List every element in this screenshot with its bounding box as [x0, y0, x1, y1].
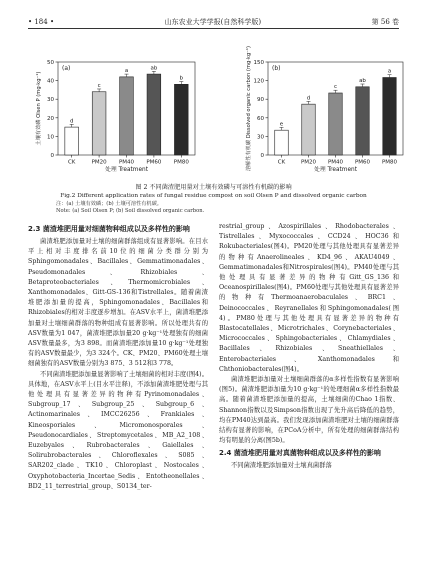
- paragraph: 菌渣堆肥添加量对土壤细菌群落的α多样性指数有显著影响(图5)。菌渣堆肥添加量为10 g·kg⁻¹的处理细菌α多样性指数最高。随着菌渣堆肥添加量的提高，土壤细菌的Chao 1指数、Shannon指数以及Simpson指数出现了先升高后降低的趋势，均在PM40达到最高。我们发现添加菌渣堆肥对土壤的细菌群落结构有显著的影响，在PCoA分析中，所有处理的细菌群落结构均有明显的分离(图5b)。: [219, 376, 399, 445]
- figure-caption-zh: 图 2 不同菌渣肥用量对土壤有效磷与可溶性有机碳的影响: [135, 184, 292, 191]
- x-tick-label-b: PM20: [300, 159, 317, 166]
- bar-b-pm80: [383, 78, 397, 156]
- paragraph: 不同菌渣堆肥添加量显著影响了土壤细菌的相对丰度(图4)。具体地，在ASV水平上(目水平注释)，不添加菌渣堆肥处理与其他处理具有显著差异的物种有Pyrinomonadales、Subgroup_17、Subgroup_25、Subgroup_6、Actinomarinales、IMCC26256、Frankiales、Kineosporiales、Micromonosporales、Pseudonocardiales、Streptomycetales、MB_A2_108、Euzebyales、Rubrobacterales、Gaiellales、Solirubrobacterales、Chloroflexales、S085、SAR202_clade、TK10、Chloroplast、Nostocales、Oxyphotobacteria_Incertae_Sedis、Entotheonellales、BD2_11_terrestrial_group、S0134_ter-: [28, 370, 208, 490]
- significance-letter-a: d: [69, 118, 74, 125]
- paragraph: restrial_group、Azospirillales、Rhodobacterales、Tistrellales、Myxococcales、CCD24、HOC36和Rokubacteriales(图4)。PM20处理与其他处理具有显著差异的物种有Anaerolineales、KD4_96、AKAU4049、Gemmatimonadales和Nitrospirales(图4)。PM40处理与其他处理具有显著差异的物种有Gitt_GS_136和Oceanospirillales(图4)。PM60处理与其他处理具有显著差异的物种有Thermoanaerobaculales、BRC1、Deinococcales、Reyranellales和Sphingomonadales(图4)。PM80处理与其他处理具有显著差异的物种有Blastocatellales、Microtrichales、Corynebacteriales、Micrococcales、Sphingobacteriales、Chlamydiales、Bacillales、Rhizobiales、Sneathiellales、Enterobacteriales、Xanthomonadales和Chthoniobacterales(图4)。: [219, 223, 399, 373]
- section-heading-2-4: 2.4 菌渣堆肥用量对真菌物种组成以及多样性的影响: [219, 449, 381, 458]
- significance-letter-b: a: [387, 68, 392, 75]
- x-axis-label-b: 处理 Treatment: [314, 167, 357, 173]
- x-axis-label-a: 处理 Treatment: [105, 167, 148, 173]
- bar-a-pm60: [147, 74, 161, 155]
- x-tick-label-b: PM40: [327, 159, 344, 166]
- x-tick-label-a: PM60: [146, 159, 162, 166]
- journal-title: 山东农业大学学报(自然科学版): [164, 18, 262, 26]
- x-tick-label-a: PM40: [118, 159, 135, 166]
- y-tick-label-a: 10: [47, 134, 54, 141]
- significance-letter-a: a: [124, 68, 129, 75]
- x-tick-label-a: CK: [67, 159, 76, 166]
- paragraph: 不同菌渣堆肥添加量对土壤真菌群落: [231, 462, 332, 470]
- right-column: [219, 222, 399, 472]
- bar-a-ck: [65, 127, 79, 155]
- significance-letter-b: e: [279, 121, 284, 128]
- significance-letter-b: c: [333, 84, 338, 91]
- panel-label-b: (b): [272, 65, 281, 72]
- figure-note-en: Note: (a) Soil Olsen P; (b) Soil dissolved organic carbon.: [56, 208, 205, 214]
- y-tick-label-b: 90: [257, 97, 264, 104]
- significance-letter-a: ab: [150, 65, 158, 72]
- bar-b-pm40: [329, 93, 343, 155]
- y-axis-label-b: 溶解性有机碳 Dissolved organic carbon (mg·kg⁻¹): [246, 45, 252, 172]
- bar-b-pm60: [356, 87, 370, 155]
- y-tick-label-b: 0: [260, 153, 264, 159]
- significance-letter-a: c: [97, 82, 101, 89]
- figure-note-zh: 注：(a) 土壤有效磷；(b) 土壤可溶性有机碳。: [56, 201, 162, 207]
- figure-2-charts: [0, 0, 427, 200]
- y-tick-label-a: 0: [50, 153, 54, 159]
- y-tick-label-b: 30: [257, 134, 264, 141]
- y-tick-label-b: 150: [253, 60, 264, 66]
- figure-caption-en: Fig.2 Different application rates of fungal residue compost on soil Olsen P and dissolved organic carbon: [60, 193, 367, 199]
- significance-letter-b: d: [306, 95, 311, 102]
- x-tick-label-a: PM80: [173, 159, 189, 166]
- y-tick-label-a: 30: [47, 97, 54, 104]
- bar-a-pm20: [92, 92, 106, 155]
- page-number: • 184 •: [28, 18, 55, 26]
- significance-letter-a: b: [179, 75, 184, 82]
- y-tick-label-b: 60: [257, 115, 264, 122]
- volume-label: 第 56 卷: [371, 18, 399, 26]
- bar-a-pm40: [120, 77, 134, 155]
- bar-b-pm20: [302, 104, 316, 155]
- left-column: [28, 222, 208, 492]
- significance-letter-b: ab: [359, 78, 366, 85]
- y-tick-label-a: 20: [47, 115, 54, 122]
- panel-label-a: (a): [62, 65, 71, 72]
- x-tick-label-b: PM80: [381, 159, 398, 166]
- y-axis-label-a: 土壤有效磷 Olsen P (mg·kg⁻¹): [36, 71, 42, 146]
- x-tick-label-a: PM20: [91, 159, 107, 166]
- y-tick-label-b: 120: [253, 78, 264, 85]
- bar-b-ck: [275, 130, 289, 155]
- x-tick-label-b: PM60: [354, 159, 371, 166]
- paragraph: 菌渣堆肥添加量对土壤的细菌群落组成有显著影响。在目水平上相对丰度排名前10位的细菌分类群分别为Sphingomonadales、Bacillales、Gemmatimonadales、Pseudomonadales、Rhizobiales、Betaproteobacteriales、Thermomicrobiales、Xanthomonadales、Gitt-GS-136和Tistrellales。随着菌渣堆肥添加量的提高，Sphingomonadales、Bacillales和Rhizobiales的相对丰度逐步增加。在ASV水平上，菌渣堆肥添加量对土壤细菌群落的物种组成有显著影响。所以处理共有的ASV数量为1 047，菌渣堆肥添加量20 g·kg⁻¹处理独有的细菌ASV数量最多，为3 898。而菌渣堆肥添加量10 g·kg⁻¹处理独有的ASV数量最少，为3 324个。CK、PM20、PM60处理土壤细菌独有的ASV数量分别为3 875、3 512和3 778。: [28, 238, 208, 368]
- x-tick-label-b: CK: [277, 159, 286, 166]
- y-tick-label-a: 40: [47, 78, 54, 85]
- bar-a-pm80: [174, 84, 188, 155]
- y-tick-label-a: 50: [47, 60, 54, 66]
- section-heading-2-3: 2.3 菌渣堆肥用量对细菌物种组成以及多样性的影响: [28, 225, 190, 233]
